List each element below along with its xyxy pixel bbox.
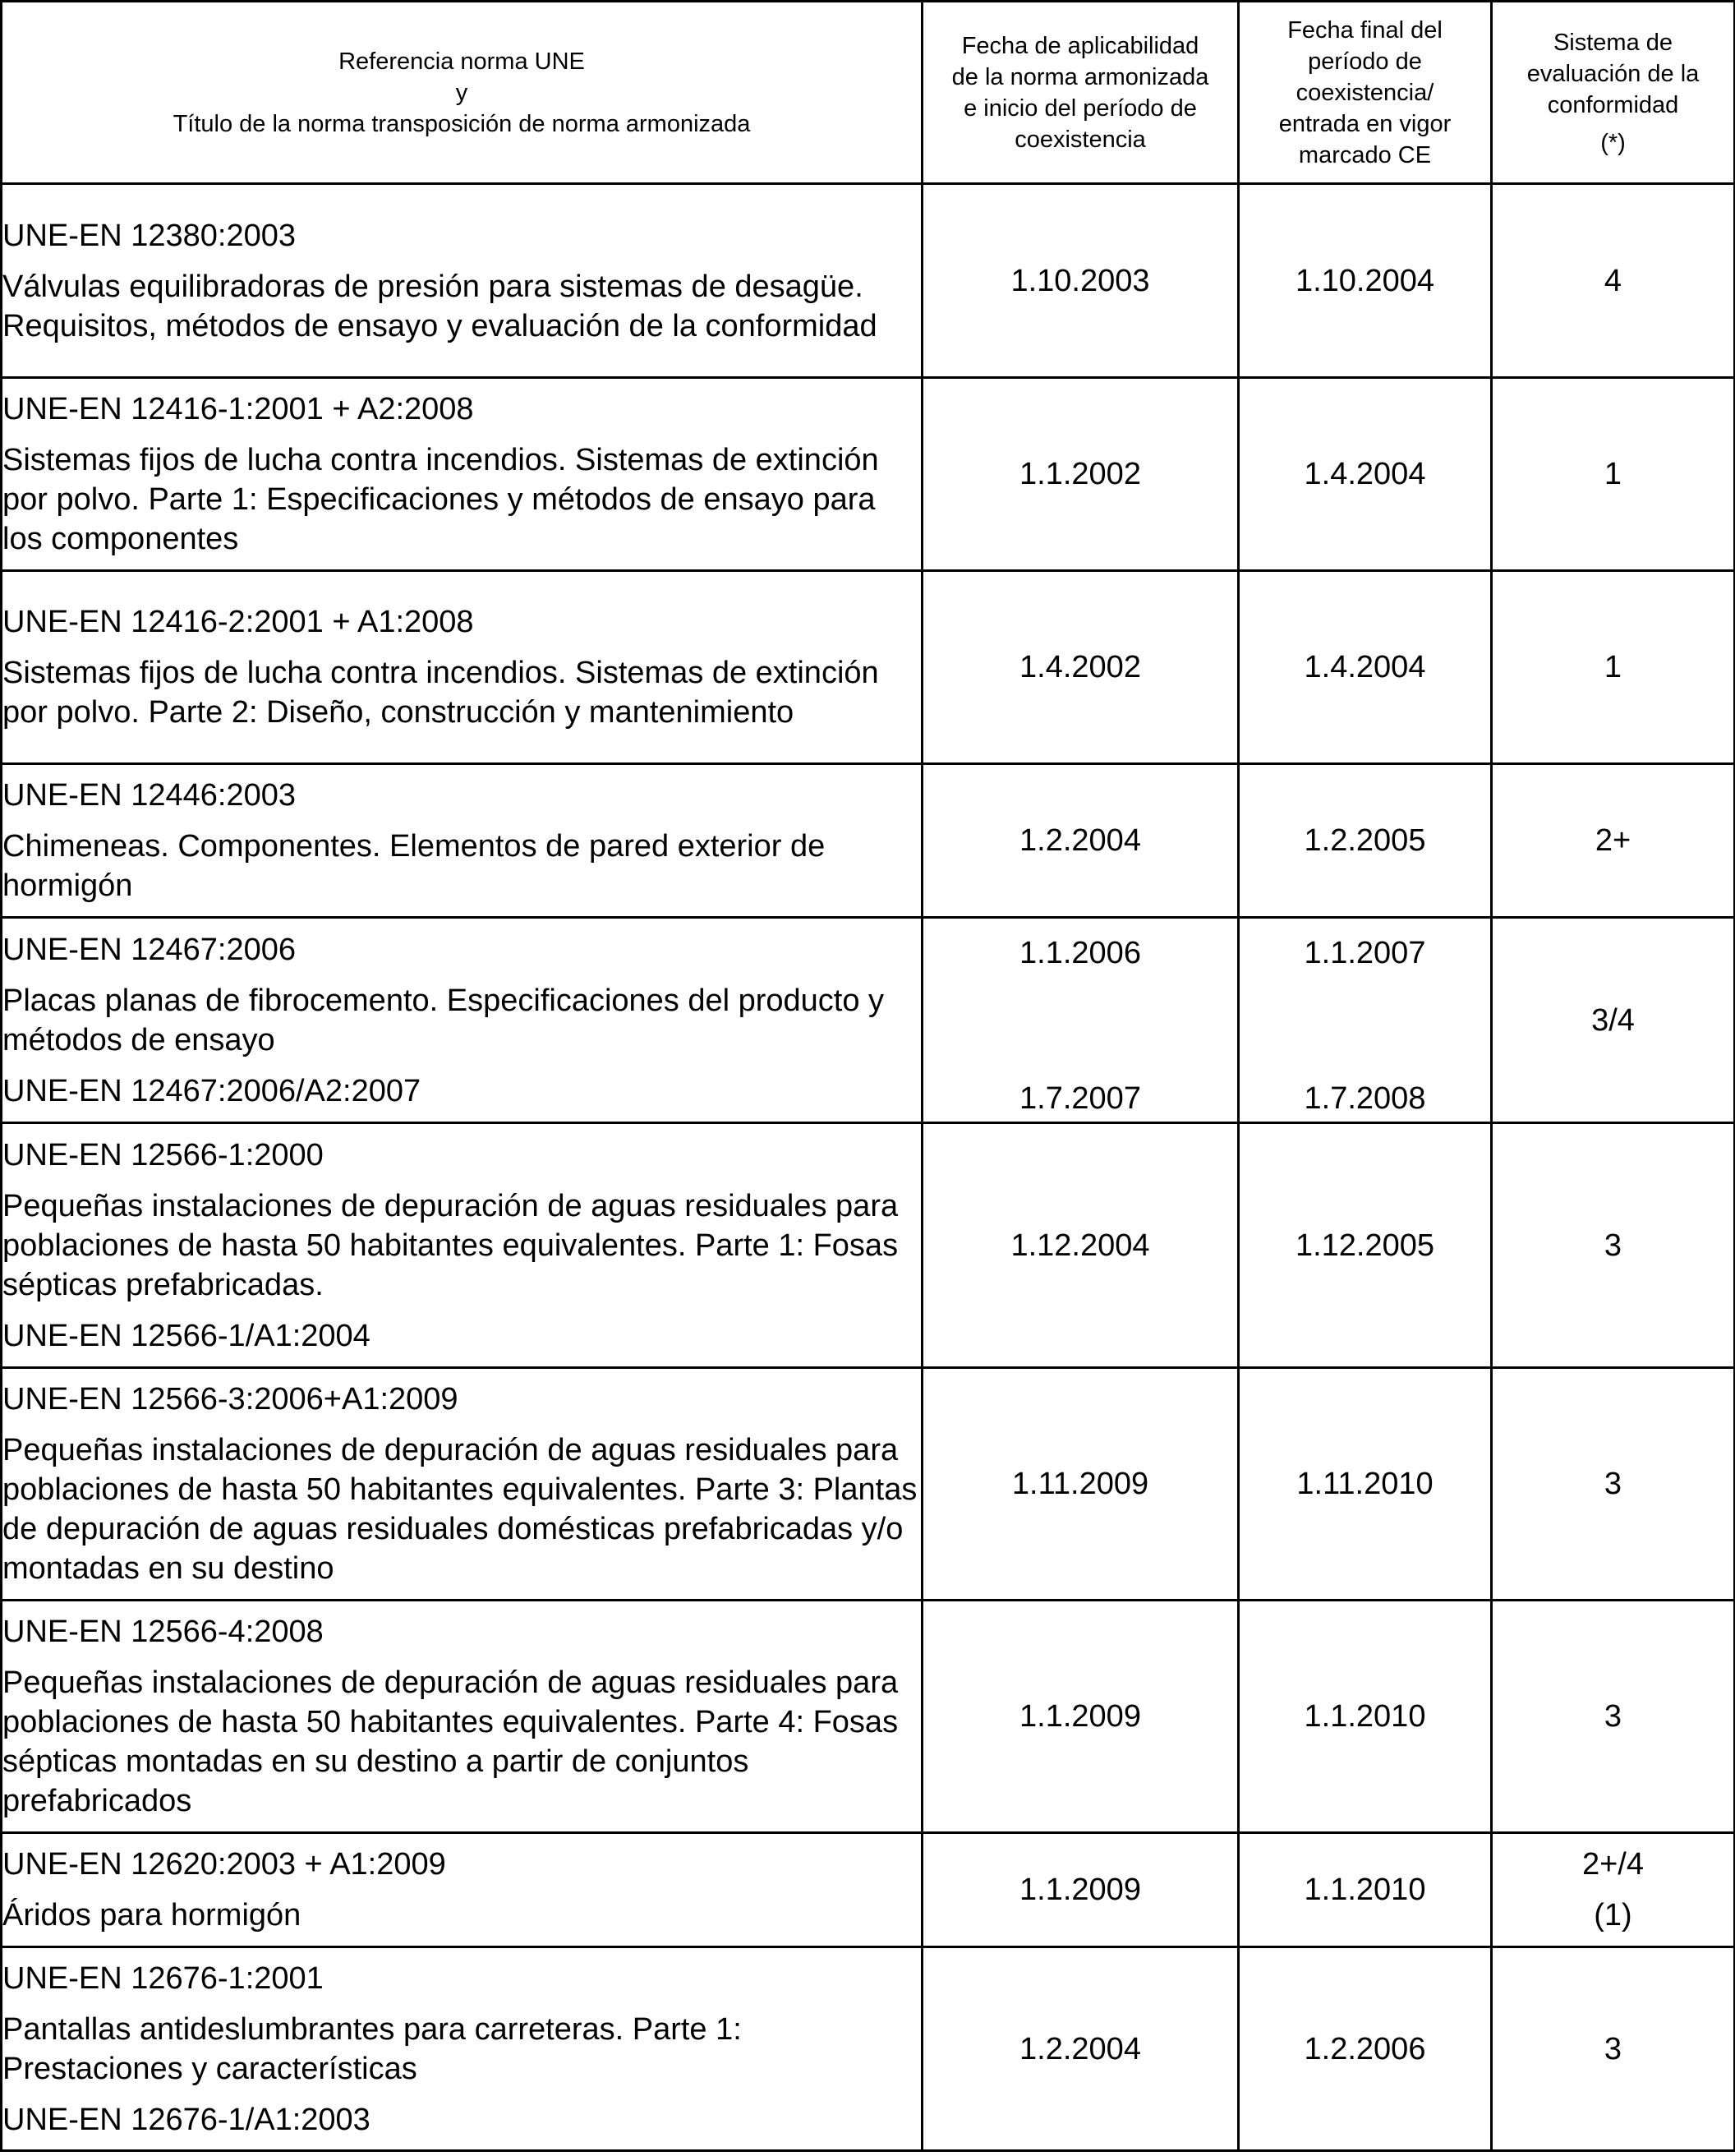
conformity-system: 3 [1492,1368,1735,1601]
standard-code: UNE-EN 12446:2003 [2,778,296,813]
applicability-date: 1.2.2004 [923,1947,1239,2151]
standard-reference-cell [2,918,923,1123]
applicability-date: 1.11.2009 [923,1368,1239,1601]
standard-reference-cell [2,1368,923,1601]
conformity-system: 3 [1492,1601,1735,1833]
header-end-coexistence-date [1239,2,1492,184]
conformity-system: 2+ [1492,764,1735,918]
end-coexistence-date [1239,918,1492,1123]
conformity-system [1492,1833,1735,1947]
table-row [2,1123,1735,1368]
applicability-date: 1.4.2002 [923,571,1239,764]
header-text: Título de la norma transposición de norma armonizada [173,110,751,137]
applicability-date: 1.10.2003 [923,184,1239,378]
table-row [2,918,1735,1123]
standard-reference-cell [2,378,923,571]
standard-reference-cell [2,1947,923,2151]
conformity-system: 3/4 [1492,918,1735,1123]
end-coexistence-date: 1.1.2010 [1239,1601,1492,1833]
header-text: coexistencia/ [1295,79,1434,106]
table-row [2,1947,1735,2151]
standard-code: UNE-EN 12380:2003 [2,218,296,253]
applicability-date: 1.1.2009 [923,1833,1239,1947]
table-header-row [2,2,1735,184]
table-row [2,378,1735,571]
end-coexistence-date: 1.10.2004 [1239,184,1492,378]
standard-code: UNE-EN 12467:2006 [2,932,296,967]
standard-amendment-code: UNE-EN 12676-1/A1:2003 [2,2102,370,2137]
standard-title: Válvulas equilibradoras de presión para sistemas de desagüe. Requisitos, métodos de ensayo y evaluación de la conformidad [2,269,877,343]
standard-reference-cell [2,764,923,918]
standard-title: Pantallas antideslumbrantes para carreteras. Parte 1: Prestaciones y características [2,2011,742,2086]
standard-title: Sistemas fijos de lucha contra incendios. Sistemas de extinción por polvo. Parte 2: Diseño, construcción y mantenimiento [2,656,879,730]
standard-reference-cell [2,1601,923,1833]
header-applicability-date [923,2,1239,184]
header-text: coexistencia [1015,126,1146,153]
standard-title: Áridos para hormigón [2,1898,301,1933]
header-text: de la norma armonizada [951,63,1209,90]
table-row [2,1368,1735,1601]
table-row [2,764,1735,918]
conformity-system: 3 [1492,1123,1735,1368]
standard-title: Chimeneas. Componentes. Elementos de pared exterior de hormigón [2,829,826,903]
header-reference-title [2,2,923,184]
end-coexistence-date: 1.1.2010 [1239,1833,1492,1947]
conformity-system-footnote: (1) [1594,1898,1632,1933]
end-coexistence-date-base: 1.1.2007 [1304,936,1426,970]
standard-code: UNE-EN 12566-1:2000 [2,1137,324,1172]
header-text: y [455,79,468,106]
standard-title: Placas planas de fibrocemento. Especificaciones del producto y métodos de ensayo [2,983,885,1057]
standard-title: Pequeñas instalaciones de depuración de aguas residuales para poblaciones de hasta 50 habitantes equivalentes. Parte 4: Fosas sépticas montadas en su destino a partir de conjuntos prefabricados [2,1665,899,1818]
standard-title: Pequeñas instalaciones de depuración de aguas residuales para poblaciones de hasta 50 habitantes equivalentes. Parte 3: Plantas de depuración de aguas residuales domésticas prefabricadas y/o montadas en su destino [2,1433,918,1586]
applicability-date: 1.2.2004 [923,764,1239,918]
applicability-date-base: 1.1.2006 [1019,936,1141,970]
standard-title: Pequeñas instalaciones de depuración de aguas residuales para poblaciones de hasta 50 habitantes equivalentes. Parte 1: Fosas sépticas prefabricadas. [2,1188,899,1302]
standard-reference-cell [2,1123,923,1368]
standard-reference-cell [2,1833,923,1947]
header-text: Fecha de aplicabilidad [961,32,1199,59]
applicability-date [923,918,1239,1123]
header-text: marcado CE [1298,141,1432,168]
end-coexistence-date-amendment: 1.7.2008 [1304,1081,1426,1116]
conformity-system: 1 [1492,378,1735,571]
standard-code: UNE-EN 12416-1:2001 + A2:2008 [2,392,474,426]
conformity-system-value: 2+/4 [1581,1847,1645,1882]
standard-code: UNE-EN 12566-4:2008 [2,1615,324,1649]
header-text: período de [1308,48,1422,75]
applicability-date-amendment: 1.7.2007 [1019,1081,1141,1116]
conformity-system: 4 [1492,184,1735,378]
applicability-date: 1.1.2002 [923,378,1239,571]
header-text: Fecha final del [1287,16,1443,44]
end-coexistence-date: 1.12.2005 [1239,1123,1492,1368]
standard-amendment-code: UNE-EN 12566-1/A1:2004 [2,1318,370,1353]
table-row [2,1601,1735,1833]
end-coexistence-date: 1.11.2010 [1239,1368,1492,1601]
applicability-date: 1.12.2004 [923,1123,1239,1368]
header-text: conformidad [1547,91,1679,118]
standard-code: UNE-EN 12620:2003 + A1:2009 [2,1847,446,1882]
table-row [2,571,1735,764]
header-text: evaluación de la [1526,60,1700,87]
header-text: e inicio del período de [964,94,1197,122]
standard-code: UNE-EN 12676-1:2001 [2,1960,324,1996]
end-coexistence-date: 1.2.2006 [1239,1947,1492,2151]
header-text: entrada en vigor [1278,110,1452,137]
standard-reference-cell [2,184,923,378]
standard-title: Sistemas fijos de lucha contra incendios. Sistemas de extinción por polvo. Parte 1: Especificaciones y métodos de ensayo para los componentes [2,443,879,556]
standard-amendment-code: UNE-EN 12467:2006/A2:2007 [2,1073,421,1108]
header-conformity-system [1492,2,1735,184]
applicability-date: 1.1.2009 [923,1601,1239,1833]
header-footnote-marker: (*) [1600,129,1626,156]
conformity-system: 3 [1492,1947,1735,2151]
end-coexistence-date: 1.2.2005 [1239,764,1492,918]
table-row [2,184,1735,378]
header-text: Sistema de [1553,29,1673,56]
end-coexistence-date: 1.4.2004 [1239,378,1492,571]
table-row [2,1833,1735,1947]
header-text: Referencia norma UNE [338,48,585,75]
standard-code: UNE-EN 12416-2:2001 + A1:2008 [2,605,474,639]
end-coexistence-date: 1.4.2004 [1239,571,1492,764]
standard-reference-cell [2,571,923,764]
standard-code: UNE-EN 12566-3:2006+A1:2009 [2,1382,458,1417]
conformity-system: 1 [1492,571,1735,764]
